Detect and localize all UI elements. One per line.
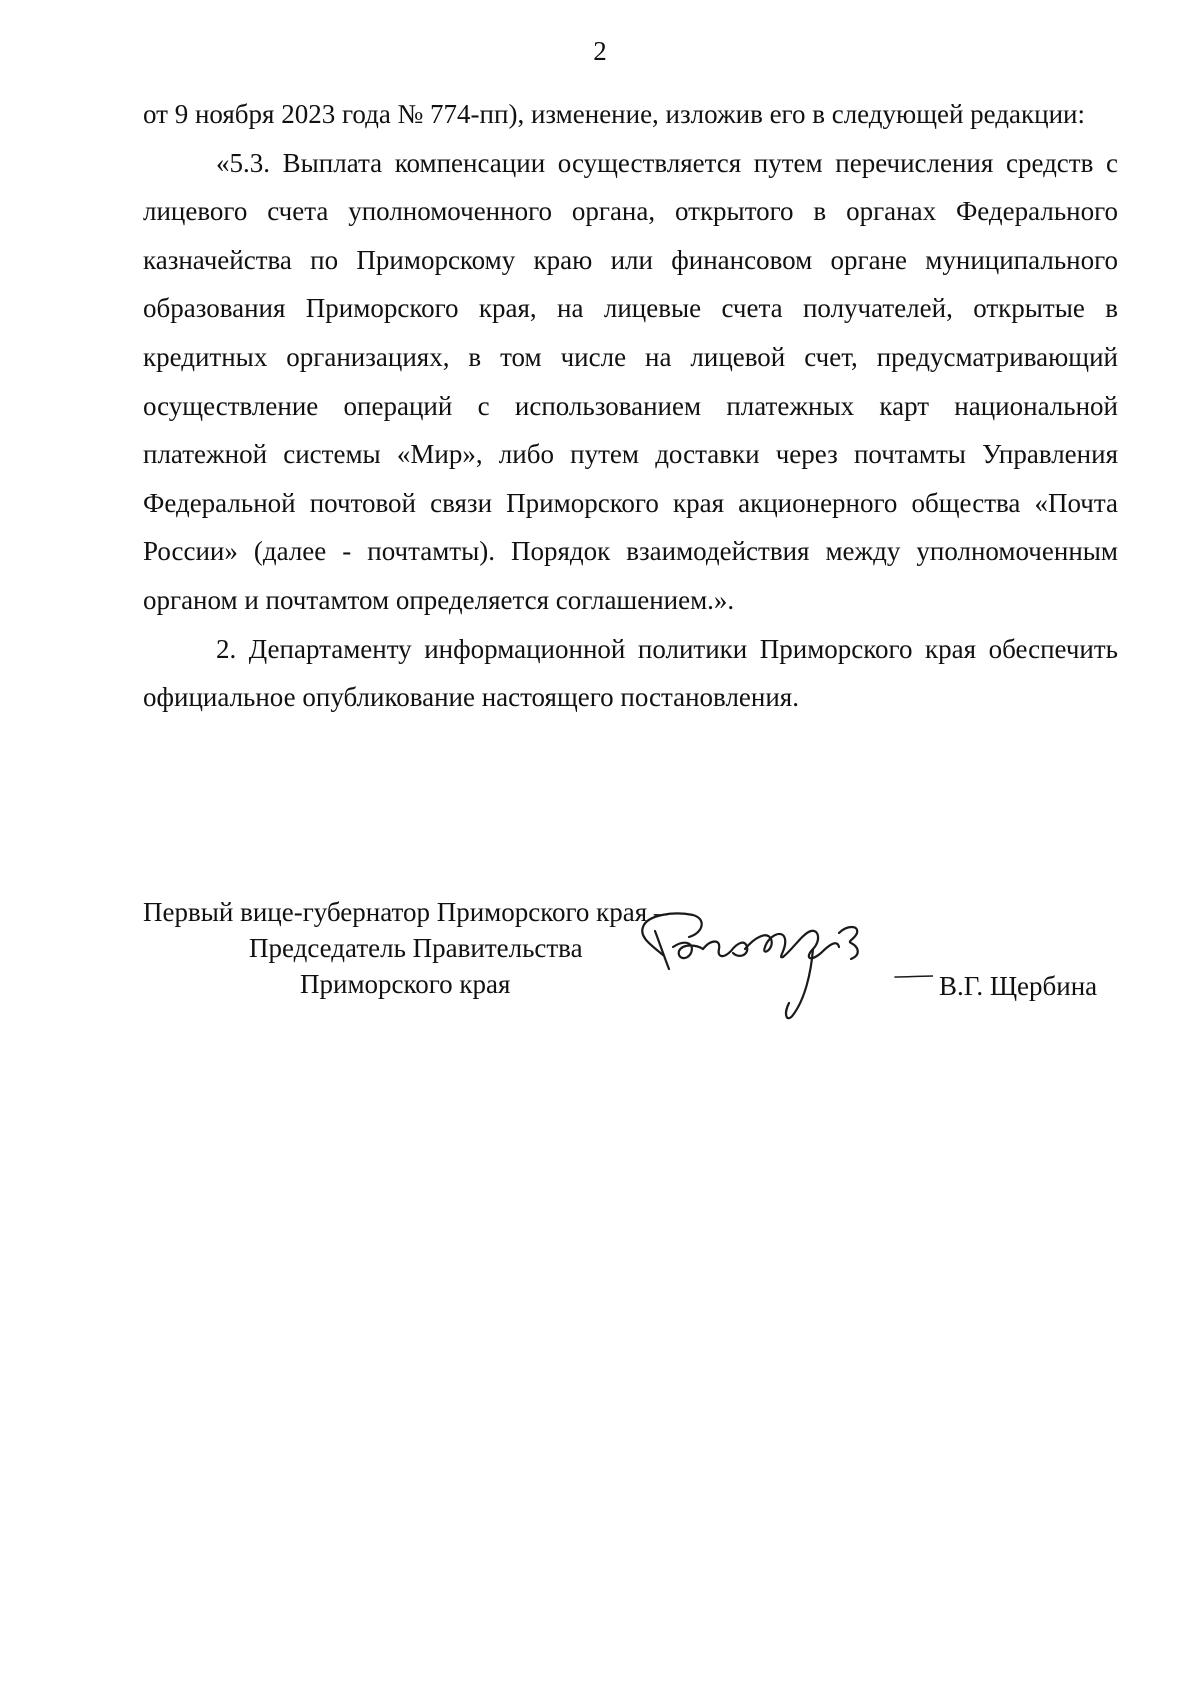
document-body (143, 90, 1118, 722)
signature-block (143, 895, 1118, 1055)
signer-title-line-1: Первый вице-губернатор Приморского края – (143, 897, 668, 927)
paragraph-clause-5-3: «5.3. Выплата компенсации осуществляется путем перечисления средств с лицевого счета уполномоченного органа, открытого в органах Федерального казначейства по Приморскому краю или финансовом органе муниципального образования Приморского края, на лицевые счета получателей, открытые в кредитных организациях, в том числе на лицевой счет, предусматривающий осуществление операций с использованием платежных карт национальной платежной системы «Мир», либо путем доставки через почтамты Управления Федеральной почтовой связи Приморского края акционерного общества «Почта России» (далее - почтамты). Порядок взаимодействия между уполномоченным органом и почтамтом определяется соглашением.». (143, 147, 1118, 615)
handwritten-signature (633, 903, 933, 1033)
signer-title-line-3: Приморского края (300, 969, 511, 999)
paragraph-item-2: 2. Департаменту информационной политики Приморского края обеспечить официальное опубликование настоящего постановления. (143, 633, 1118, 713)
page-number: 2 (593, 36, 607, 66)
signer-name: В.Г. Щербина (939, 971, 1098, 1001)
signer-title-line-2: Председатель Правительства (249, 933, 583, 963)
paragraph-intro: от 9 ноября 2023 года № 774-пп), изменение, изложив его в следующей редакции: (143, 99, 1085, 129)
